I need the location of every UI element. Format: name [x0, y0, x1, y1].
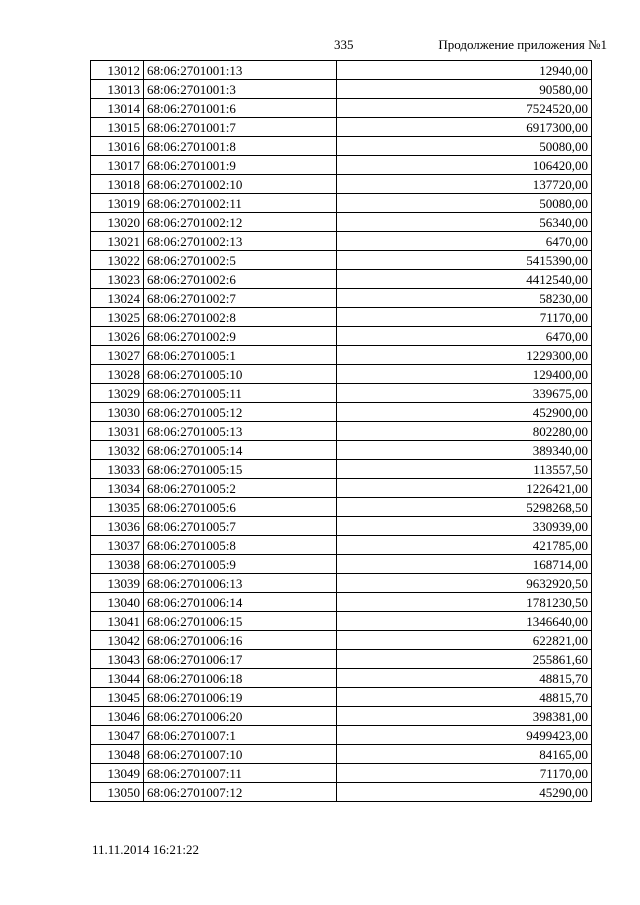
table-row: [91, 498, 592, 517]
table-row: [91, 764, 592, 783]
table-row: [91, 137, 592, 156]
cadastral-value-cell: 58230,00: [337, 289, 592, 308]
table-row: [91, 270, 592, 289]
row-number-cell: 13012: [91, 61, 144, 80]
cadastral-number-cell: 68:06:2701001:6: [144, 99, 337, 118]
row-number-cell: 13038: [91, 555, 144, 574]
row-number-cell: 13022: [91, 251, 144, 270]
cadastral-number-cell: 68:06:2701005:12: [144, 403, 337, 422]
row-number-cell: 13046: [91, 707, 144, 726]
row-number-cell: 13031: [91, 422, 144, 441]
table-row: [91, 650, 592, 669]
cadastral-value-cell: 7524520,00: [337, 99, 592, 118]
cadastral-value-cell: 9632920,50: [337, 574, 592, 593]
row-number-cell: 13045: [91, 688, 144, 707]
table-row: [91, 612, 592, 631]
page-number: 335: [334, 37, 354, 52]
table-row: [91, 403, 592, 422]
table-row: [91, 365, 592, 384]
cadastral-value-cell: 255861,60: [337, 650, 592, 669]
cadastral-number-cell: 68:06:2701007:10: [144, 745, 337, 764]
cadastral-value-cell: 137720,00: [337, 175, 592, 194]
cadastral-number-cell: 68:06:2701005:7: [144, 517, 337, 536]
cadastral-number-cell: 68:06:2701001:7: [144, 118, 337, 137]
table-row: [91, 574, 592, 593]
cadastral-number-cell: 68:06:2701005:8: [144, 536, 337, 555]
cadastral-value-cell: 48815,70: [337, 669, 592, 688]
cadastral-value-table: [90, 60, 592, 802]
cadastral-number-cell: 68:06:2701005:14: [144, 441, 337, 460]
cadastral-number-cell: 68:06:2701002:11: [144, 194, 337, 213]
cadastral-value-cell: 6470,00: [337, 232, 592, 251]
cadastral-value-cell: 398381,00: [337, 707, 592, 726]
cadastral-number-cell: 68:06:2701006:15: [144, 612, 337, 631]
cadastral-value-cell: 389340,00: [337, 441, 592, 460]
table-row: [91, 251, 592, 270]
row-number-cell: 13040: [91, 593, 144, 612]
table-row: [91, 194, 592, 213]
table-row: [91, 289, 592, 308]
row-number-cell: 13015: [91, 118, 144, 137]
cadastral-number-cell: 68:06:2701005:9: [144, 555, 337, 574]
table-row: [91, 232, 592, 251]
cadastral-value-cell: 71170,00: [337, 764, 592, 783]
table-row: [91, 479, 592, 498]
cadastral-value-cell: 113557,50: [337, 460, 592, 479]
row-number-cell: 13019: [91, 194, 144, 213]
row-number-cell: 13029: [91, 384, 144, 403]
cadastral-number-cell: 68:06:2701002:5: [144, 251, 337, 270]
table-row: [91, 593, 592, 612]
table-row: [91, 555, 592, 574]
table-row: [91, 175, 592, 194]
row-number-cell: 13048: [91, 745, 144, 764]
row-number-cell: 13042: [91, 631, 144, 650]
row-number-cell: 13020: [91, 213, 144, 232]
row-number-cell: 13018: [91, 175, 144, 194]
cadastral-number-cell: 68:06:2701001:8: [144, 137, 337, 156]
cadastral-number-cell: 68:06:2701006:17: [144, 650, 337, 669]
cadastral-number-cell: 68:06:2701002:9: [144, 327, 337, 346]
cadastral-value-cell: 50080,00: [337, 194, 592, 213]
cadastral-value-cell: 56340,00: [337, 213, 592, 232]
cadastral-value-cell: 330939,00: [337, 517, 592, 536]
row-number-cell: 13047: [91, 726, 144, 745]
row-number-cell: 13026: [91, 327, 144, 346]
row-number-cell: 13041: [91, 612, 144, 631]
cadastral-number-cell: 68:06:2701001:13: [144, 61, 337, 80]
cadastral-number-cell: 68:06:2701005:10: [144, 365, 337, 384]
cadastral-number-cell: 68:06:2701002:12: [144, 213, 337, 232]
row-number-cell: 13037: [91, 536, 144, 555]
table-row: [91, 156, 592, 175]
cadastral-number-cell: 68:06:2701006:20: [144, 707, 337, 726]
row-number-cell: 13028: [91, 365, 144, 384]
cadastral-value-cell: 50080,00: [337, 137, 592, 156]
table-row: [91, 118, 592, 137]
cadastral-value-cell: 71170,00: [337, 308, 592, 327]
row-number-cell: 13023: [91, 270, 144, 289]
table-row: [91, 80, 592, 99]
cadastral-value-cell: 339675,00: [337, 384, 592, 403]
cadastral-value-cell: 452900,00: [337, 403, 592, 422]
cadastral-number-cell: 68:06:2701002:6: [144, 270, 337, 289]
table-row: [91, 99, 592, 118]
cadastral-number-cell: 68:06:2701002:8: [144, 308, 337, 327]
table-row: [91, 536, 592, 555]
cadastral-number-cell: 68:06:2701006:19: [144, 688, 337, 707]
table-row: [91, 745, 592, 764]
cadastral-number-cell: 68:06:2701006:13: [144, 574, 337, 593]
table-row: [91, 631, 592, 650]
cadastral-value-cell: 802280,00: [337, 422, 592, 441]
cadastral-value-cell: 9499423,00: [337, 726, 592, 745]
cadastral-number-cell: 68:06:2701002:13: [144, 232, 337, 251]
table-row: [91, 707, 592, 726]
row-number-cell: 13013: [91, 80, 144, 99]
row-number-cell: 13017: [91, 156, 144, 175]
table-row: [91, 346, 592, 365]
row-number-cell: 13050: [91, 783, 144, 802]
table-row: [91, 422, 592, 441]
table-row: [91, 384, 592, 403]
cadastral-value-cell: 129400,00: [337, 365, 592, 384]
row-number-cell: 13024: [91, 289, 144, 308]
row-number-cell: 13016: [91, 137, 144, 156]
cadastral-number-cell: 68:06:2701002:7: [144, 289, 337, 308]
cadastral-number-cell: 68:06:2701005:6: [144, 498, 337, 517]
cadastral-number-cell: 68:06:2701007:11: [144, 764, 337, 783]
table-row: [91, 517, 592, 536]
table-row: [91, 688, 592, 707]
row-number-cell: 13044: [91, 669, 144, 688]
footer-timestamp: 11.11.2014 16:21:22: [92, 842, 200, 857]
row-number-cell: 13027: [91, 346, 144, 365]
cadastral-number-cell: 68:06:2701001:3: [144, 80, 337, 99]
cadastral-value-cell: 4412540,00: [337, 270, 592, 289]
cadastral-value-cell: 12940,00: [337, 61, 592, 80]
table-row: [91, 327, 592, 346]
cadastral-value-cell: 168714,00: [337, 555, 592, 574]
table-body: [91, 61, 592, 802]
cadastral-number-cell: 68:06:2701005:15: [144, 460, 337, 479]
cadastral-number-cell: 68:06:2701005:11: [144, 384, 337, 403]
table-row: [91, 61, 592, 80]
row-number-cell: 13021: [91, 232, 144, 251]
cadastral-number-cell: 68:06:2701007:1: [144, 726, 337, 745]
cadastral-value-cell: 90580,00: [337, 80, 592, 99]
cadastral-number-cell: 68:06:2701005:13: [144, 422, 337, 441]
table-row: [91, 213, 592, 232]
cadastral-value-cell: 48815,70: [337, 688, 592, 707]
row-number-cell: 13030: [91, 403, 144, 422]
cadastral-value-cell: 1229300,00: [337, 346, 592, 365]
cadastral-value-cell: 45290,00: [337, 783, 592, 802]
cadastral-value-cell: 5298268,50: [337, 498, 592, 517]
row-number-cell: 13025: [91, 308, 144, 327]
row-number-cell: 13034: [91, 479, 144, 498]
row-number-cell: 13049: [91, 764, 144, 783]
cadastral-value-cell: 622821,00: [337, 631, 592, 650]
row-number-cell: 13036: [91, 517, 144, 536]
cadastral-value-cell: 421785,00: [337, 536, 592, 555]
cadastral-value-cell: 84165,00: [337, 745, 592, 764]
cadastral-number-cell: 68:06:2701006:14: [144, 593, 337, 612]
row-number-cell: 13035: [91, 498, 144, 517]
row-number-cell: 13014: [91, 99, 144, 118]
cadastral-number-cell: 68:06:2701007:12: [144, 783, 337, 802]
cadastral-value-cell: 6470,00: [337, 327, 592, 346]
cadastral-number-cell: 68:06:2701001:9: [144, 156, 337, 175]
cadastral-value-cell: 5415390,00: [337, 251, 592, 270]
row-number-cell: 13039: [91, 574, 144, 593]
table-row: [91, 308, 592, 327]
row-number-cell: 13043: [91, 650, 144, 669]
row-number-cell: 13033: [91, 460, 144, 479]
cadastral-number-cell: 68:06:2701006:18: [144, 669, 337, 688]
cadastral-value-cell: 1346640,00: [337, 612, 592, 631]
table-row: [91, 441, 592, 460]
table-row: [91, 726, 592, 745]
cadastral-value-cell: 106420,00: [337, 156, 592, 175]
table-row: [91, 783, 592, 802]
cadastral-value-cell: 1781230,50: [337, 593, 592, 612]
cadastral-number-cell: 68:06:2701002:10: [144, 175, 337, 194]
cadastral-number-cell: 68:06:2701006:16: [144, 631, 337, 650]
row-number-cell: 13032: [91, 441, 144, 460]
cadastral-number-cell: 68:06:2701005:1: [144, 346, 337, 365]
page-caption: Продолжение приложения №1: [438, 37, 607, 52]
cadastral-number-cell: 68:06:2701005:2: [144, 479, 337, 498]
table-row: [91, 669, 592, 688]
table-row: [91, 460, 592, 479]
cadastral-value-cell: 1226421,00: [337, 479, 592, 498]
cadastral-value-cell: 6917300,00: [337, 118, 592, 137]
